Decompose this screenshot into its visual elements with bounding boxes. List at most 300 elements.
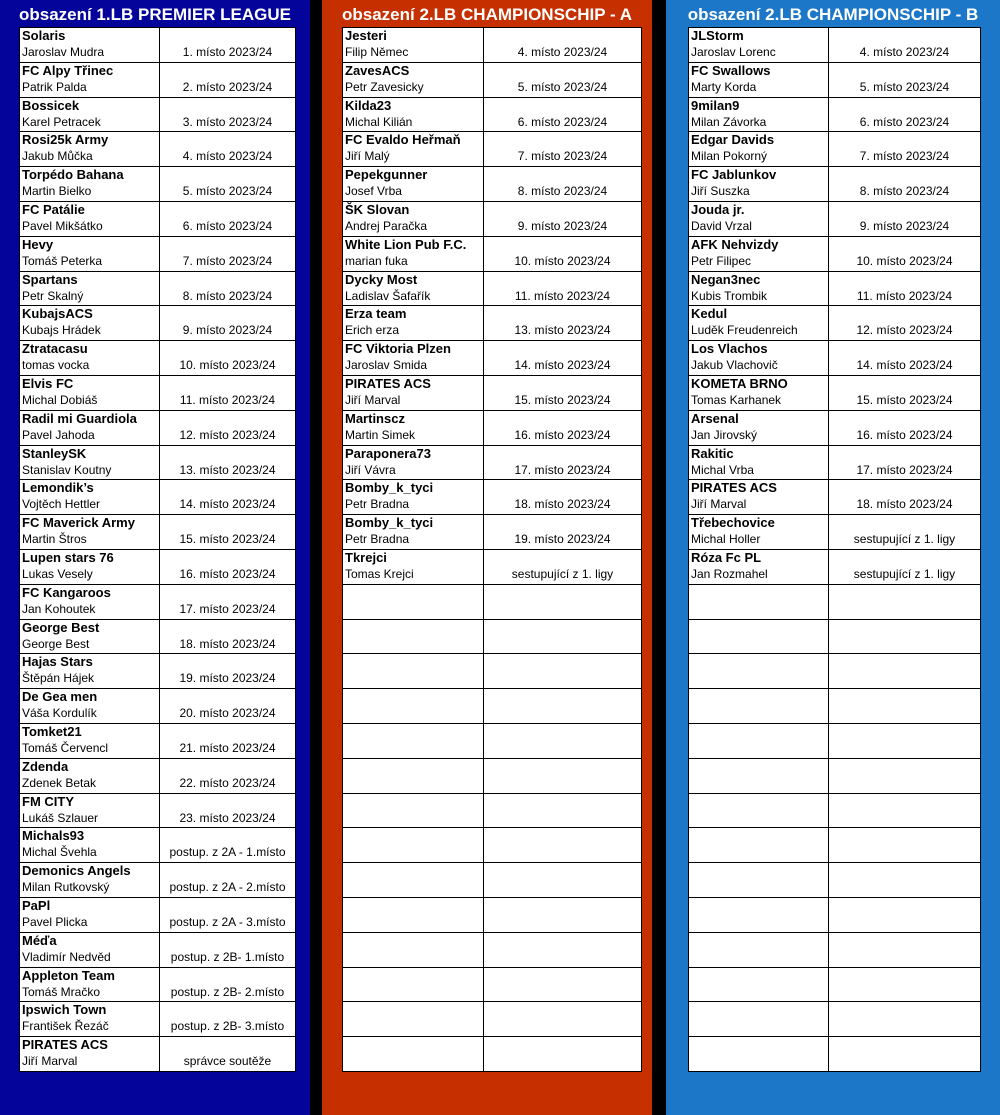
- placement-text: postup. z 2A - 1.místo: [169, 845, 286, 860]
- manager-name: Jan Kohoutek: [22, 601, 96, 616]
- place-cell: [484, 375, 642, 410]
- placement-text: postup. z 2B- 2.místo: [170, 984, 285, 999]
- place-cell: [484, 62, 642, 97]
- table-row: [20, 62, 296, 97]
- place-cell: [160, 723, 296, 758]
- place-cell: [484, 758, 642, 793]
- manager-name: tomas vocka: [22, 358, 90, 373]
- place-cell: [484, 828, 642, 863]
- team-cell: [689, 897, 829, 932]
- table-row: [20, 28, 296, 63]
- placement-text: 18. místo 2023/24: [179, 636, 276, 651]
- team-cell: [343, 967, 484, 1002]
- placement-text: sestupující z 1. ligy: [511, 566, 614, 581]
- table-row: [343, 654, 642, 689]
- manager-name: Filip Němec: [345, 45, 409, 59]
- table-row: [689, 932, 981, 967]
- place-cell: [829, 515, 981, 550]
- placement-text: 19. místo 2023/24: [179, 671, 276, 686]
- team-cell: [689, 758, 829, 793]
- table-row: [20, 445, 296, 480]
- team-name: Hevy: [22, 236, 54, 252]
- table-row: [20, 341, 296, 376]
- manager-name: Petr Bradna: [345, 532, 410, 547]
- table-row: [689, 828, 981, 863]
- place-cell: [484, 897, 642, 932]
- table-row: [20, 723, 296, 758]
- place-cell: [160, 375, 296, 410]
- team-cell: [20, 584, 160, 619]
- table-row: [343, 758, 642, 793]
- team-name: AFK Nehvizdy: [691, 236, 779, 252]
- place-cell: [160, 445, 296, 480]
- placement-text: 14. místo 2023/24: [179, 497, 276, 512]
- table-row: [689, 375, 981, 410]
- place-cell: [160, 584, 296, 619]
- placement-text: 5. místo 2023/24: [859, 79, 950, 94]
- place-cell: [160, 1002, 296, 1037]
- manager-name: Michal Vrba: [691, 462, 754, 477]
- placement-text: postup. z 2A - 3.místo: [169, 914, 286, 929]
- manager-name: Erich erza: [345, 323, 400, 338]
- place-cell: [160, 515, 296, 550]
- table-row: [689, 201, 981, 236]
- table-row: [689, 97, 981, 132]
- table-row: [689, 654, 981, 689]
- team-name: Lupen stars 76: [22, 549, 114, 565]
- table-row: [20, 271, 296, 306]
- team-cell: [689, 375, 829, 410]
- placement-text: 22. místo 2023/24: [179, 775, 276, 790]
- place-cell: [829, 932, 981, 967]
- place-cell: [829, 689, 981, 724]
- manager-name: Petr Skalný: [22, 288, 84, 303]
- place-cell: [160, 97, 296, 132]
- manager-name: Váša Kordulík: [22, 706, 97, 721]
- team-cell: [343, 480, 484, 515]
- placement-text: 11. místo 2023/24: [179, 392, 276, 407]
- manager-name: Karel Petracek: [22, 114, 101, 129]
- team-cell: [689, 863, 829, 898]
- table-row: [20, 1002, 296, 1037]
- manager-name: Zdenek Betak: [22, 775, 97, 790]
- placement-text: 6. místo 2023/24: [182, 218, 273, 233]
- table-row: [689, 723, 981, 758]
- place-cell: [829, 654, 981, 689]
- manager-name: Vladimír Nedvěd: [22, 949, 111, 964]
- team-cell: [20, 549, 160, 584]
- placement-text: 7. místo 2023/24: [859, 149, 950, 164]
- place-cell: [484, 654, 642, 689]
- placement-text: 6. místo 2023/24: [517, 114, 608, 129]
- team-name: FC Maverick Army: [22, 515, 135, 531]
- table-row: [20, 654, 296, 689]
- place-cell: [160, 341, 296, 376]
- team-name: FC Swallows: [691, 62, 771, 78]
- table-row: [20, 758, 296, 793]
- table-row: [343, 28, 642, 63]
- team-cell: [20, 62, 160, 97]
- manager-name: Ladislav Šafařík: [345, 288, 431, 303]
- manager-name: Tomáš Mračko: [22, 984, 101, 999]
- manager-name: Tomas Krejci: [345, 566, 414, 581]
- place-cell: [484, 306, 642, 341]
- team-cell: [689, 584, 829, 619]
- manager-name: Michal Kilián: [345, 114, 413, 129]
- manager-name: Milan Závorka: [691, 114, 767, 129]
- team-cell: [343, 201, 484, 236]
- team-cell: [343, 689, 484, 724]
- place-cell: [829, 410, 981, 445]
- team-cell: [343, 619, 484, 654]
- place-cell: [484, 1002, 642, 1037]
- manager-name: Josef Vrba: [345, 184, 402, 199]
- table-row: [343, 341, 642, 376]
- manager-name: František Řezáč: [22, 1019, 109, 1034]
- manager-name: Jaroslav Mudra: [22, 45, 105, 59]
- team-name: George Best: [22, 619, 100, 635]
- placement-text: 18. místo 2023/24: [856, 497, 953, 512]
- team-name: KOMETA BRNO: [691, 375, 788, 391]
- placement-text: správce soutěže: [183, 1054, 272, 1069]
- team-cell: [20, 863, 160, 898]
- placement-text: 16. místo 2023/24: [856, 427, 953, 442]
- place-cell: [829, 62, 981, 97]
- table-row: [689, 306, 981, 341]
- team-cell: [343, 62, 484, 97]
- place-cell: [484, 480, 642, 515]
- placement-text: postup. z 2B- 1.místo: [170, 949, 285, 964]
- place-cell: [160, 758, 296, 793]
- championship-a-table: [342, 27, 642, 1072]
- table-row: [689, 28, 981, 63]
- place-cell: [160, 549, 296, 584]
- placement-text: 21. místo 2023/24: [179, 740, 276, 755]
- team-cell: [343, 341, 484, 376]
- team-cell: [343, 932, 484, 967]
- place-cell: [160, 236, 296, 271]
- placement-text: 13. místo 2023/24: [179, 462, 276, 477]
- manager-name: Jan Jirovský: [691, 427, 758, 442]
- team-name: Kilda23: [345, 97, 392, 113]
- team-name: Zdenda: [22, 758, 69, 774]
- table-row: [689, 1002, 981, 1037]
- team-cell: [689, 62, 829, 97]
- team-name: Negan3nec: [691, 271, 761, 287]
- team-name: FC Viktoria Plzen: [345, 341, 451, 357]
- manager-name: Tomáš Červencl: [22, 740, 109, 755]
- team-cell: [20, 515, 160, 550]
- team-cell: [20, 793, 160, 828]
- placement-text: 9. místo 2023/24: [859, 218, 950, 233]
- team-name: Erza team: [345, 306, 407, 322]
- team-cell: [343, 97, 484, 132]
- table-row: [343, 897, 642, 932]
- place-cell: [829, 828, 981, 863]
- team-name: Jouda jr.: [691, 201, 745, 217]
- place-cell: [160, 62, 296, 97]
- team-cell: [689, 410, 829, 445]
- manager-name: Jiří Vávra: [345, 462, 396, 477]
- table-row: [20, 201, 296, 236]
- manager-name: Lukáš Szlauer: [22, 810, 99, 825]
- team-name: Solaris: [22, 28, 66, 43]
- team-cell: [343, 271, 484, 306]
- place-cell: [484, 167, 642, 202]
- table-row: [20, 306, 296, 341]
- placement-text: 11. místo 2023/24: [514, 288, 611, 303]
- team-cell: [689, 28, 829, 63]
- team-cell: [20, 967, 160, 1002]
- team-name: PIRATES ACS: [691, 480, 777, 496]
- place-cell: [829, 584, 981, 619]
- manager-name: Jiří Marval: [345, 392, 401, 407]
- team-cell: [20, 375, 160, 410]
- premier-league-table: [19, 27, 296, 1072]
- placement-text: 3. místo 2023/24: [182, 114, 273, 129]
- team-cell: [20, 306, 160, 341]
- team-cell: [689, 793, 829, 828]
- manager-name: Michal Švehla: [22, 845, 97, 860]
- manager-name: Martin Simek: [345, 427, 416, 442]
- table-row: [20, 793, 296, 828]
- team-name: StanleySK: [22, 445, 87, 461]
- team-name: PIRATES ACS: [345, 375, 431, 391]
- team-cell: [20, 480, 160, 515]
- place-cell: [484, 132, 642, 167]
- manager-name: Luděk Freudenreich: [691, 323, 798, 338]
- team-name: White Lion Pub F.C.: [345, 236, 467, 252]
- place-cell: [484, 201, 642, 236]
- team-cell: [689, 201, 829, 236]
- team-name: ZavesACS: [345, 62, 410, 78]
- team-name: Rosi25k Army: [22, 132, 109, 148]
- manager-name: Jiří Marval: [22, 1054, 78, 1069]
- team-cell: [689, 306, 829, 341]
- place-cell: [484, 1037, 642, 1072]
- place-cell: [484, 28, 642, 63]
- manager-name: Michal Holler: [691, 532, 761, 547]
- place-cell: [829, 863, 981, 898]
- manager-name: Andrej Paračka: [345, 218, 428, 233]
- table-row: [689, 515, 981, 550]
- place-cell: [484, 863, 642, 898]
- team-name: Elvis FC: [22, 375, 74, 391]
- placement-text: 17. místo 2023/24: [514, 462, 611, 477]
- table-row: [20, 932, 296, 967]
- manager-name: Jiří Suszka: [691, 184, 750, 199]
- placement-text: sestupující z 1. ligy: [853, 532, 956, 547]
- manager-name: Patrik Palda: [22, 79, 87, 94]
- manager-name: Pavel Mikšátko: [22, 218, 103, 233]
- manager-name: Pavel Jahoda: [22, 427, 95, 442]
- table-row: [343, 410, 642, 445]
- placement-text: 10. místo 2023/24: [179, 358, 276, 373]
- team-name: Demonics Angels: [22, 863, 131, 879]
- placement-text: 5. místo 2023/24: [182, 184, 273, 199]
- placement-text: postup. z 2B- 3.místo: [170, 1019, 285, 1034]
- placement-text: 8. místo 2023/24: [182, 288, 273, 303]
- team-cell: [20, 341, 160, 376]
- placement-text: 15. místo 2023/24: [856, 392, 953, 407]
- team-cell: [343, 1037, 484, 1072]
- team-name: Paraponera73: [345, 445, 431, 461]
- team-name: Pepekgunner: [345, 167, 428, 183]
- place-cell: [829, 271, 981, 306]
- place-cell: [160, 201, 296, 236]
- team-name: Torpédo Bahana: [22, 167, 124, 183]
- table-row: [20, 863, 296, 898]
- table-row: [20, 584, 296, 619]
- placement-text: 17. místo 2023/24: [179, 601, 276, 616]
- team-name: Radil mi Guardiola: [22, 410, 137, 426]
- table-row: [343, 967, 642, 1002]
- place-cell: [484, 445, 642, 480]
- table-row: [343, 932, 642, 967]
- manager-name: marian fuka: [345, 253, 408, 268]
- team-name: FC Alpy Třinec: [22, 62, 114, 78]
- manager-name: Petr Filipec: [691, 253, 752, 268]
- team-cell: [689, 515, 829, 550]
- placement-text: 2. místo 2023/24: [182, 79, 273, 94]
- manager-name: Pavel Plicka: [22, 914, 88, 929]
- placement-text: 15. místo 2023/24: [514, 392, 611, 407]
- table-row: [689, 341, 981, 376]
- table-row: [689, 619, 981, 654]
- table-row: [20, 897, 296, 932]
- place-cell: [484, 619, 642, 654]
- table-row: [343, 167, 642, 202]
- team-name: Jesteri: [345, 28, 387, 43]
- place-cell: [160, 306, 296, 341]
- placement-text: 17. místo 2023/24: [856, 462, 953, 477]
- table-row: [689, 584, 981, 619]
- team-name: Třebechovice: [691, 515, 775, 531]
- team-name: Méďa: [22, 932, 57, 948]
- table-row: [689, 271, 981, 306]
- manager-name: Petr Bradna: [345, 497, 410, 512]
- table-row: [20, 689, 296, 724]
- place-cell: [829, 723, 981, 758]
- team-cell: [20, 97, 160, 132]
- place-cell: [160, 167, 296, 202]
- table-row: [20, 1037, 296, 1072]
- manager-name: Jaroslav Smida: [345, 358, 428, 373]
- placement-text: sestupující z 1. ligy: [853, 566, 956, 581]
- team-cell: [689, 932, 829, 967]
- manager-name: Vojtěch Hettler: [22, 497, 101, 512]
- table-row: [20, 375, 296, 410]
- table-row: [689, 758, 981, 793]
- team-name: Martinscz: [345, 410, 405, 426]
- table-row: [20, 828, 296, 863]
- team-name: Róza Fc PL: [691, 549, 762, 565]
- team-name: 9milan9: [691, 97, 740, 113]
- table-row: [689, 167, 981, 202]
- place-cell: [829, 167, 981, 202]
- table-row: [20, 97, 296, 132]
- placement-text: 10. místo 2023/24: [514, 253, 611, 268]
- team-name: Bomby_k_tyci: [345, 480, 434, 496]
- team-name: Appleton Team: [22, 967, 115, 983]
- team-cell: [343, 375, 484, 410]
- team-cell: [20, 897, 160, 932]
- premier-league-panel: [0, 0, 310, 1115]
- table-row: [343, 863, 642, 898]
- team-cell: [20, 758, 160, 793]
- place-cell: [829, 1002, 981, 1037]
- table-row: [20, 549, 296, 584]
- place-cell: [484, 689, 642, 724]
- team-cell: [20, 619, 160, 654]
- team-name: FC Patálie: [22, 201, 85, 217]
- team-cell: [343, 306, 484, 341]
- place-cell: [484, 341, 642, 376]
- place-cell: [160, 932, 296, 967]
- place-cell: [829, 480, 981, 515]
- placement-text: 16. místo 2023/24: [514, 427, 611, 442]
- championship-a-panel: [322, 0, 652, 1115]
- place-cell: [829, 967, 981, 1002]
- place-cell: [829, 897, 981, 932]
- table-row: [689, 549, 981, 584]
- team-cell: [20, 167, 160, 202]
- team-cell: [343, 723, 484, 758]
- team-cell: [689, 480, 829, 515]
- placement-text: 7. místo 2023/24: [517, 149, 608, 164]
- placement-text: 4. místo 2023/24: [517, 45, 608, 59]
- place-cell: [160, 689, 296, 724]
- team-cell: [689, 271, 829, 306]
- table-row: [20, 515, 296, 550]
- team-cell: [20, 271, 160, 306]
- place-cell: [160, 828, 296, 863]
- team-cell: [689, 1002, 829, 1037]
- team-cell: [689, 549, 829, 584]
- team-cell: [689, 828, 829, 863]
- team-cell: [20, 236, 160, 271]
- team-cell: [20, 201, 160, 236]
- placement-text: 8. místo 2023/24: [517, 184, 608, 199]
- table-row: [689, 236, 981, 271]
- place-cell: [160, 967, 296, 1002]
- premier-league-title: obsazení 1.LB PREMIER LEAGUE: [18, 5, 292, 24]
- table-row: [689, 480, 981, 515]
- team-cell: [689, 341, 829, 376]
- place-cell: [829, 97, 981, 132]
- placement-text: 5. místo 2023/24: [517, 79, 608, 94]
- team-cell: [343, 28, 484, 63]
- place-cell: [484, 236, 642, 271]
- placement-text: 9. místo 2023/24: [517, 218, 608, 233]
- place-cell: [160, 271, 296, 306]
- manager-name: Jakub Vlachovič: [691, 358, 778, 373]
- place-cell: [484, 793, 642, 828]
- place-cell: [484, 967, 642, 1002]
- placement-text: 14. místo 2023/24: [856, 358, 953, 373]
- placement-text: 9. místo 2023/24: [182, 323, 273, 338]
- place-cell: [484, 932, 642, 967]
- table-row: [343, 1002, 642, 1037]
- placement-text: 20. místo 2023/24: [179, 706, 276, 721]
- table-row: [343, 236, 642, 271]
- team-cell: [343, 515, 484, 550]
- place-cell: [829, 549, 981, 584]
- table-row: [343, 515, 642, 550]
- team-cell: [20, 723, 160, 758]
- table-row: [20, 236, 296, 271]
- place-cell: [160, 897, 296, 932]
